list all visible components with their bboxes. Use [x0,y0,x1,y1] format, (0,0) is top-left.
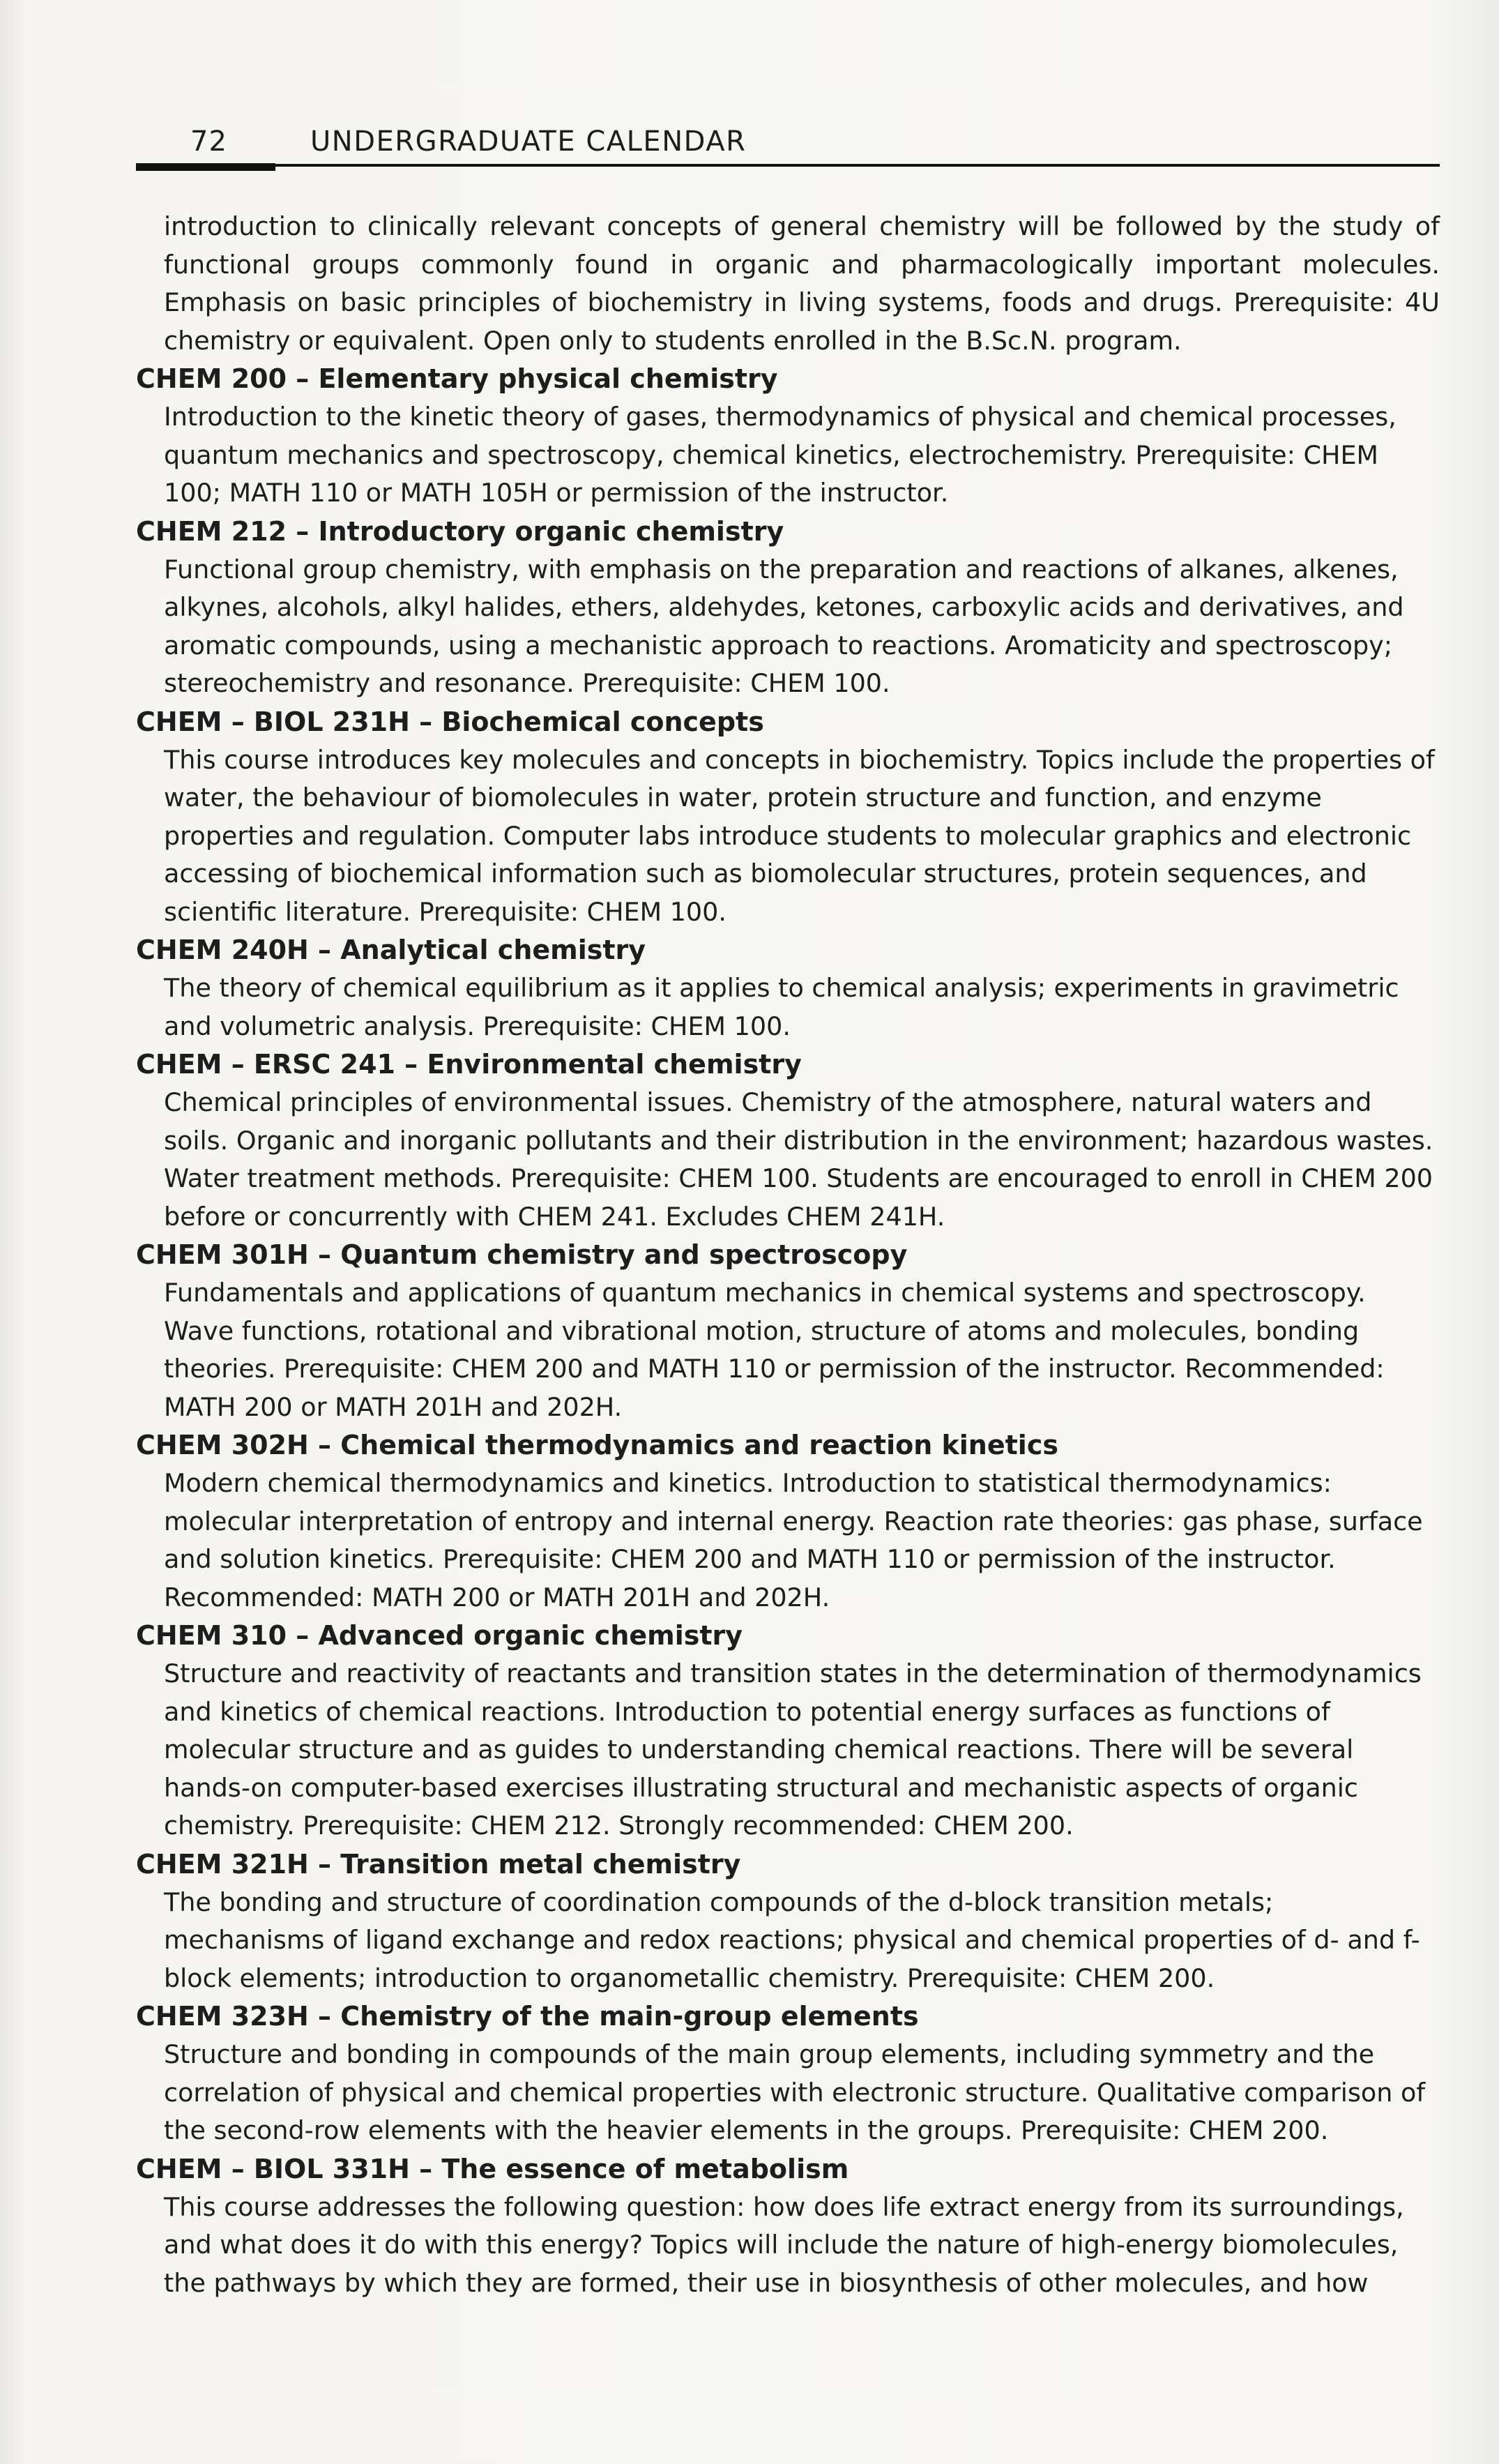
course-description: Structure and bonding in compounds of the main group elements, including symmetry and the correlation of physical and chemical properties with electronic structure. Qualitative comparison of the second-row elements with the heavier elements in the groups. Prerequisite: CHEM 200. [164,2039,1426,2145]
header-rule-thin [275,164,1440,167]
course-description: Functional group chemistry, with emphasis on the preparation and reactions of alkanes, alkenes, alkynes, alcohols, alkyl halides, ethers, aldehydes, ketones, carboxylic acids and derivatives, and aromatic compounds, using a mechanistic approach to reactions. Aromaticity and spectroscopy; stereochemistry and resonance. Prerequisite: CHEM 100. [164,554,1404,698]
course-entry [136,1426,1440,1617]
course-entry [136,2150,1440,2303]
course-description: Structure and reactivity of reactants and transition states in the determination of thermodynamics and kinetics of chemical reactions. Introduction to potential energy surfaces as functions of molecular structure and as guides to understanding chemical reactions. There will be several hands-on computer-based exercises illustrating structural and mechanistic aspects of organic chemistry. Prerequisite: CHEM 212. Strongly recommended: CHEM 200. [164,1658,1422,1841]
course-title: CHEM 321H – Transition metal chemistry [136,1848,741,1880]
course-description: This course introduces key molecules and concepts in biochemistry. Topics include the properties of water, the behaviour of biomolecules in water, protein structure and function, and enzyme properties and regulation. Computer labs introduce students to molecular graphics and electronic accessing of biochemical information such as biomolecular structures, protein sequences, and scientific literature. Prerequisite: CHEM 100. [164,744,1435,927]
course-description: The theory of chemical equilibrium as it applies to chemical analysis; experiments in gravimetric and volumetric analysis. Prerequisite: CHEM 100. [164,973,1399,1041]
running-title: UNDERGRADUATE CALENDAR [310,126,747,158]
course-title: CHEM – ERSC 241 – Environmental chemistry [136,1049,802,1080]
course-description: Fundamentals and applications of quantum mechanics in chemical systems and spectroscopy. Wave functions, rotational and vibrational motion, structure of atoms and molecules, bonding theories. Prerequisite: CHEM 200 and MATH 110 or permission of the instructor. Recommended: MATH 200 or MATH 201H and 202H. [164,1278,1385,1422]
course-entry [136,1997,1440,2150]
course-title: CHEM – BIOL 231H – Biochemical concepts [136,706,764,737]
course-description: Introduction to the kinetic theory of gases, thermodynamics of physical and chemical processes, quantum mechanics and spectroscopy, chemical kinetics, electrochemistry. Prerequisite: CHEM 100; MATH 110 or MATH 105H or permission of the instructor. [164,402,1397,508]
page-header [136,124,1440,173]
course-title: CHEM – BIOL 331H – The essence of metabolism [136,2153,849,2184]
course-listing [136,208,1440,2302]
course-title: CHEM 310 – Advanced organic chemistry [136,1620,743,1651]
course-entry [136,513,1440,703]
course-description: The bonding and structure of coordination compounds of the d-block transition metals; mechanisms of ligand exchange and redox reactions; physical and chemical properties of d- and f-block elements; introduction to organometallic chemistry. Prerequisite: CHEM 200. [164,1887,1420,1993]
course-title: CHEM 301H – Quantum chemistry and spectroscopy [136,1239,908,1270]
course-entry [136,931,1440,1045]
course-title: CHEM 240H – Analytical chemistry [136,935,646,965]
course-entry [136,703,1440,932]
course-title: CHEM 323H – Chemistry of the main-group elements [136,2001,919,2032]
course-description: Chemical principles of environmental issues. Chemistry of the atmosphere, natural waters and soils. Organic and inorganic pollutants and their distribution in the environment; hazardous wastes. Water treatment methods. Prerequisite: CHEM 100. Students are encouraged to enroll in CHEM 200 before or concurrently with CHEM 241. Excludes CHEM 241H. [164,1087,1433,1232]
course-entry [136,1045,1440,1236]
course-description: Modern chemical thermodynamics and kinetics. Introduction to statistical thermodynamics: molecular interpretation of entropy and internal energy. Reaction rate theories: gas phase, surface and solution kinetics. Prerequisite: CHEM 200 and MATH 110 or permission of the instructor. Recommended: MATH 200 or MATH 201H and 202H. [164,1468,1423,1612]
course-entry [136,1617,1440,1845]
course-title: CHEM 200 – Elementary physical chemistry [136,363,778,394]
page-number: 72 [190,126,227,158]
intro-continuation-text: introduction to clinically relevant concepts of general chemistry will be followed by the study of functional groups commonly found in organic and pharmacologically important molecules. Emphasis on basic principles of biochemistry in living systems, foods and drugs. Prerequisite: 4U chemistry or equivalent. Open only to students enrolled in the B.Sc.N. program. [164,211,1440,356]
header-rule-thick [136,163,275,171]
course-title: CHEM 302H – Chemical thermodynamics and reaction kinetics [136,1430,1058,1460]
course-entry [136,1845,1440,1998]
course-entry [136,1236,1440,1426]
course-description: This course addresses the following question: how does life extract energy from its surroundings, and what does it do with this energy? Topics will include the nature of high-energy biomolecules, the pathways by which they are formed, their use in biosynthesis of other molecules, and how [164,2191,1404,2298]
course-entry [136,360,1440,513]
course-title: CHEM 212 – Introductory organic chemistry [136,515,784,547]
